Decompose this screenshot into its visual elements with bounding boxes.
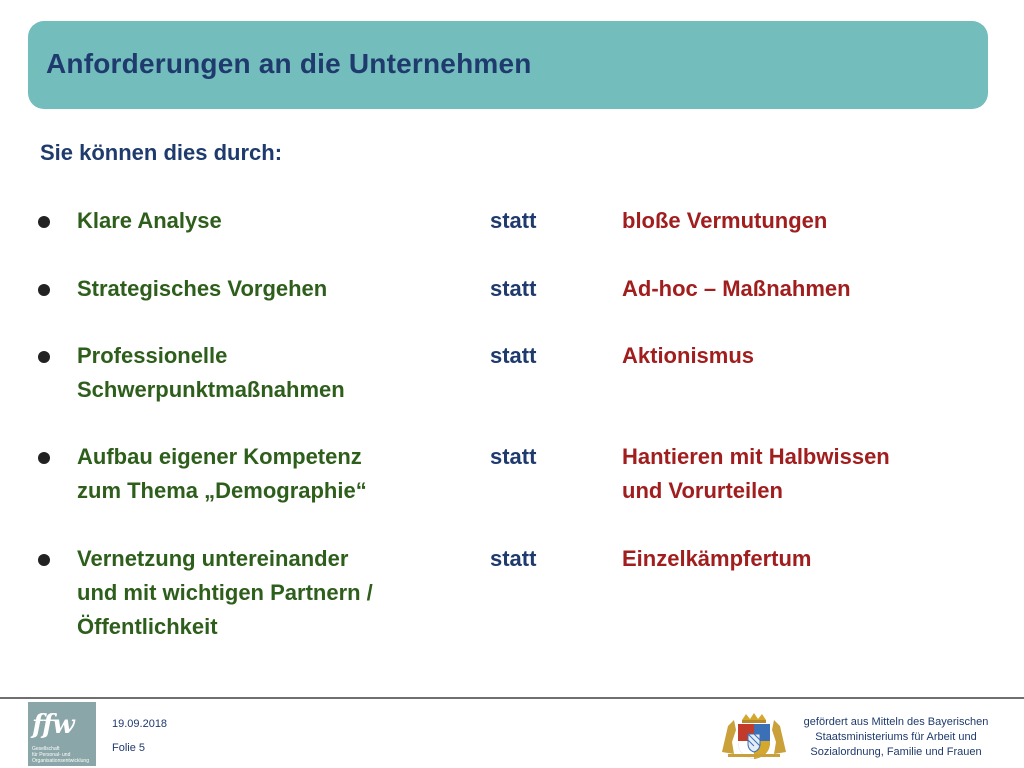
logo-subtitle-line: Gesellschaft xyxy=(32,746,60,752)
item-right-text: Ad-hoc – Maßnahmen xyxy=(622,276,851,301)
item-left-text-line2: und mit wichtigen Partnern / xyxy=(77,580,373,605)
bavarian-crest-icon xyxy=(718,712,790,760)
sponsor-line: gefördert aus Mitteln des Bayerischen xyxy=(803,716,989,728)
item-right-text: Aktionismus xyxy=(622,343,755,368)
logo-subtitle-line: für Personal- und xyxy=(32,752,71,758)
item-left-text: Strategisches Vorgehen xyxy=(77,276,328,301)
slide-date: 19.09.2018 xyxy=(112,718,168,730)
item-left-text-line2: zum Thema „Demographie“ xyxy=(77,478,367,503)
item-right-text-line2: und Vorurteilen xyxy=(622,478,783,503)
item-left-text: Professionelle xyxy=(77,343,228,368)
intro-text: Sie können dies durch: xyxy=(40,140,283,165)
slide-number: Folie 5 xyxy=(112,742,146,754)
item-left-text-line2: Schwerpunktmaßnahmen xyxy=(77,377,345,402)
slide-title: Anforderungen an die Unternehmen xyxy=(46,48,532,79)
logo-text: ffw xyxy=(32,710,74,740)
sponsor-line: Staatsministeriums für Arbeit und xyxy=(815,731,977,743)
sponsor-text xyxy=(796,715,996,760)
ffw-logo xyxy=(28,702,96,766)
item-statt: statt xyxy=(490,343,537,368)
item-right-text: Hantieren mit Halbwissen xyxy=(622,444,890,469)
item-right-text: Einzelkämpfertum xyxy=(622,546,812,571)
item-left-text: Aufbau eigener Kompetenz xyxy=(77,444,362,469)
bullet-dot-icon xyxy=(38,216,50,228)
item-statt: statt xyxy=(490,208,537,233)
item-statt: statt xyxy=(490,444,537,469)
item-left-text: Klare Analyse xyxy=(77,208,222,233)
item-statt: statt xyxy=(490,546,537,571)
item-statt: statt xyxy=(490,276,537,301)
bullet-dot-icon xyxy=(38,452,50,464)
bullet-dot-icon xyxy=(38,284,50,296)
logo-subtitle-line: Organisationsentwicklung xyxy=(32,758,89,764)
item-left-text: Vernetzung untereinander xyxy=(77,546,349,571)
footer-divider xyxy=(0,697,1024,699)
title-bar xyxy=(28,21,988,109)
logo-subtitle xyxy=(32,746,89,764)
bullet-dot-icon xyxy=(38,554,50,566)
item-right-text: bloße Vermutungen xyxy=(622,208,828,233)
item-left-text-line3: Öffentlichkeit xyxy=(77,614,218,639)
sponsor-line: Sozialordnung, Familie und Frauen xyxy=(810,746,982,758)
bullet-dot-icon xyxy=(38,351,50,363)
